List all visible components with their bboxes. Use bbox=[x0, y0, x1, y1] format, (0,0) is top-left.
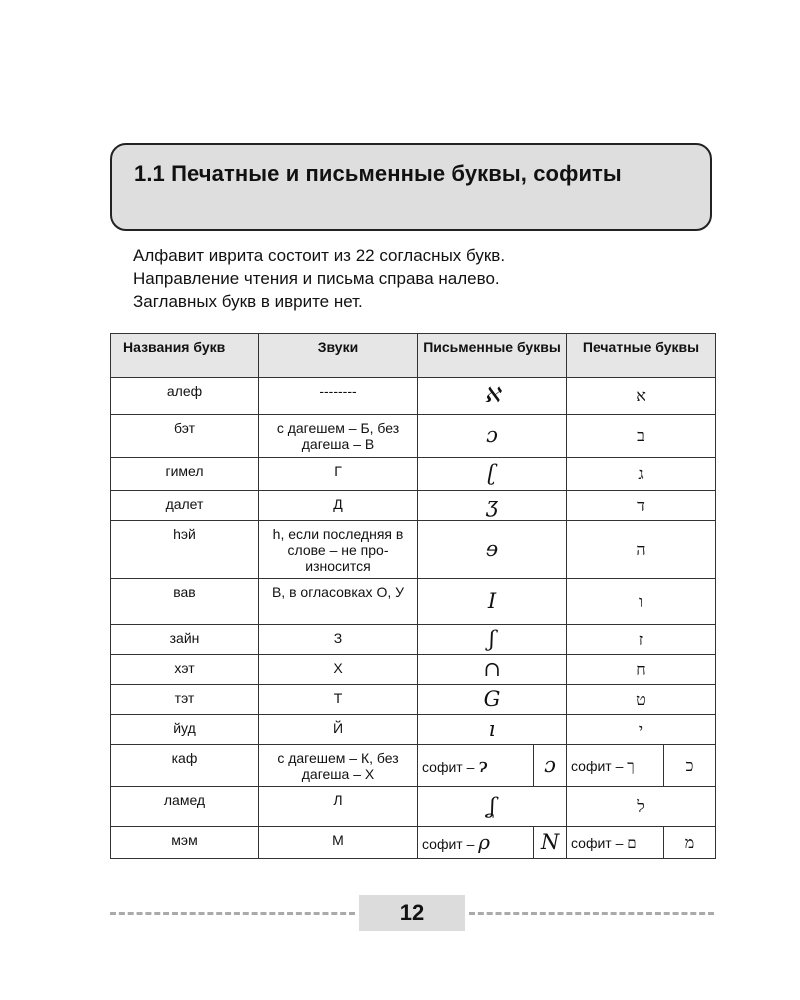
letter-name: йуд bbox=[111, 715, 259, 745]
table-row bbox=[111, 415, 716, 458]
print-letter bbox=[567, 625, 716, 655]
letter-sound: Т bbox=[259, 685, 418, 715]
letter-name: гимел bbox=[111, 458, 259, 491]
intro-line: Заглавных букв в иврите нет. bbox=[133, 292, 363, 311]
table-row bbox=[111, 827, 716, 859]
header-letter-names: Названия букв bbox=[111, 334, 259, 378]
script-letter bbox=[418, 715, 567, 745]
script-letter bbox=[418, 458, 567, 491]
print-glyph: ח bbox=[636, 659, 646, 679]
page-number: 12 bbox=[359, 895, 465, 931]
script-letter bbox=[418, 491, 567, 521]
letter-name: ламед bbox=[111, 787, 259, 827]
script-glyph: ℵ bbox=[484, 383, 500, 407]
print-letter bbox=[567, 415, 716, 458]
alphabet-table bbox=[110, 333, 716, 859]
print-letter bbox=[567, 787, 716, 827]
script-glyph: ʗ bbox=[487, 461, 497, 485]
script-letter bbox=[418, 787, 567, 827]
script-glyph: ɔ bbox=[486, 423, 498, 447]
script-sofit-glyph: ρ bbox=[478, 829, 491, 854]
letter-sound: с дагешем – Б, без дагеша – В bbox=[259, 415, 418, 458]
script-letter bbox=[418, 415, 567, 458]
letter-name: зайн bbox=[111, 625, 259, 655]
table-row bbox=[111, 458, 716, 491]
letter-name: hэй bbox=[111, 521, 259, 579]
print-glyph: ב bbox=[637, 426, 645, 445]
letter-sound: М bbox=[259, 827, 418, 859]
script-glyph: ı bbox=[488, 716, 496, 741]
section-title: 1.1 Печатные и письменные буквы, софиты bbox=[134, 161, 622, 186]
table-row bbox=[111, 655, 716, 685]
print-letter bbox=[567, 521, 716, 579]
script-glyph: ʒ bbox=[486, 492, 498, 517]
letter-sound: В, в огласовках О, У bbox=[259, 579, 418, 625]
header-script-letters: Письменные буквы bbox=[418, 334, 567, 378]
letter-name: далет bbox=[111, 491, 259, 521]
print-letter bbox=[567, 685, 716, 715]
print-glyph: ו bbox=[638, 591, 644, 611]
print-sofit-glyph: ך bbox=[627, 756, 635, 775]
print-glyph: ז bbox=[638, 629, 644, 649]
header-sounds: Звуки bbox=[259, 334, 418, 378]
print-glyph: ד bbox=[637, 495, 645, 515]
print-glyph: ג bbox=[638, 464, 644, 483]
print-letter bbox=[567, 579, 716, 625]
print-glyph: י bbox=[638, 719, 644, 739]
script-glyph: N bbox=[540, 829, 560, 854]
letter-sound: h, если последняя в слове – не про-износится bbox=[259, 521, 418, 579]
letter-sound: Д bbox=[259, 491, 418, 521]
letter-sound: Л bbox=[259, 787, 418, 827]
letter-sound: -------- bbox=[259, 378, 418, 415]
print-letter bbox=[567, 491, 716, 521]
print-sofit-glyph: ם bbox=[627, 833, 637, 852]
script-letter bbox=[534, 745, 567, 787]
print-letter bbox=[664, 745, 716, 787]
script-letter bbox=[418, 378, 567, 415]
letter-sound: Х bbox=[259, 655, 418, 685]
print-letter bbox=[567, 458, 716, 491]
letter-sound: Г bbox=[259, 458, 418, 491]
letter-name: алеф bbox=[111, 378, 259, 415]
print-letter bbox=[567, 655, 716, 685]
header-print-letters: Печатные буквы bbox=[567, 334, 716, 378]
intro-line: Алфавит иврита состоит из 22 согласных букв. bbox=[133, 246, 506, 265]
script-sofit-cell bbox=[418, 745, 534, 787]
script-glyph: ɔ bbox=[544, 752, 556, 777]
letter-sound: З bbox=[259, 625, 418, 655]
table-row bbox=[111, 579, 716, 625]
print-sofit-cell bbox=[567, 827, 664, 859]
script-glyph: I bbox=[487, 588, 497, 613]
script-letter bbox=[418, 625, 567, 655]
print-glyph: ה bbox=[636, 539, 646, 559]
script-letter bbox=[418, 521, 567, 579]
footer-dashed-line-left bbox=[110, 912, 355, 915]
table-row bbox=[111, 787, 716, 827]
script-letter bbox=[418, 579, 567, 625]
print-letter bbox=[567, 715, 716, 745]
table-row bbox=[111, 685, 716, 715]
table-row bbox=[111, 378, 716, 415]
print-glyph: כ bbox=[685, 755, 694, 775]
table-header-row bbox=[111, 334, 716, 378]
print-sofit-cell bbox=[567, 745, 664, 787]
print-glyph: ל bbox=[637, 796, 645, 816]
script-glyph: ʆ bbox=[488, 793, 496, 818]
print-glyph: ט bbox=[636, 689, 646, 709]
section-header-box bbox=[110, 143, 712, 231]
script-sofit-glyph: ɂ bbox=[478, 752, 488, 777]
intro-line: Направление чтения и письма справа налево. bbox=[133, 269, 500, 288]
sofit-label: софит – bbox=[571, 834, 624, 851]
script-letter bbox=[418, 655, 567, 685]
script-glyph: ɘ bbox=[485, 536, 499, 561]
letter-sound: с дагешем – К, без дагеша – Х bbox=[259, 745, 418, 787]
print-glyph: מ bbox=[684, 832, 695, 852]
table-row bbox=[111, 625, 716, 655]
table-row bbox=[111, 491, 716, 521]
letter-sound: Й bbox=[259, 715, 418, 745]
letter-name: бэт bbox=[111, 415, 259, 458]
table-row bbox=[111, 715, 716, 745]
letter-name: вав bbox=[111, 579, 259, 625]
script-letter bbox=[534, 827, 567, 859]
letter-name: тэт bbox=[111, 685, 259, 715]
script-glyph: G bbox=[483, 686, 501, 711]
script-glyph: ʃ bbox=[489, 626, 495, 651]
table-row bbox=[111, 521, 716, 579]
table-row bbox=[111, 745, 716, 787]
letter-name: каф bbox=[111, 745, 259, 787]
print-glyph: א bbox=[636, 386, 646, 405]
script-sofit-cell bbox=[418, 827, 534, 859]
sofit-label: софит – bbox=[422, 835, 475, 852]
print-letter bbox=[664, 827, 716, 859]
script-letter bbox=[418, 685, 567, 715]
print-letter bbox=[567, 378, 716, 415]
footer-dashed-line-right bbox=[469, 912, 714, 915]
intro-text bbox=[133, 244, 713, 313]
letter-name: хэт bbox=[111, 655, 259, 685]
script-glyph: ∩ bbox=[483, 656, 501, 681]
letter-name: мэм bbox=[111, 827, 259, 859]
sofit-label: софит – bbox=[422, 758, 475, 775]
sofit-label: софит – bbox=[571, 757, 624, 774]
